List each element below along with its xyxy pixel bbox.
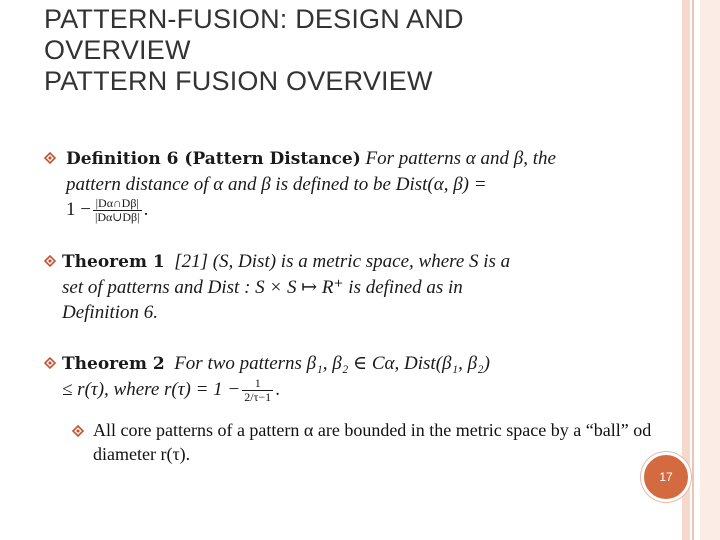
definition-6-text-3: 1 − — [66, 199, 91, 220]
decorative-border-line — [692, 0, 694, 540]
definition-6-line-1 — [66, 146, 566, 172]
theorem-2-text-1: For two patterns β₁, β₂ ∈ Cα, Dist(β₁, β₂) — [174, 353, 490, 374]
theorem-2-fraction-numerator: 1 — [242, 377, 273, 391]
theorem-2-text-2: ≤ r(τ), where r(τ) = 1 − — [62, 379, 241, 400]
page-number-badge: 17 — [641, 452, 691, 502]
theorem-2-fraction-denominator: 2/τ−1 — [244, 390, 272, 405]
definition-6-text-1: For patterns α and β, the — [365, 148, 556, 169]
diamond-bullet-icon — [72, 425, 84, 437]
definition-6-label: Definition 6 (Pattern Distance) — [66, 149, 361, 169]
theorem-2-line-1 — [62, 351, 582, 377]
diamond-bullet-icon — [44, 255, 56, 267]
theorem-1-text-2: set of patterns and Dist : S × S ↦ R⁺ is defined as in — [62, 277, 463, 298]
theorem-1-block — [62, 249, 582, 325]
theorem-2-block — [62, 351, 582, 404]
definition-6-text-end: . — [143, 199, 149, 220]
definition-6-text-2: pattern distance of α and β is defined to be Dist(α, β) = — [66, 174, 487, 195]
slide-title: PATTERN-FUSION: DESIGN AND OVERVIEW PATTERN FUSION OVERVIEW — [44, 4, 464, 96]
definition-6-line-2 — [66, 172, 566, 197]
theorem-1-text-3: Definition 6. — [62, 302, 159, 323]
definition-6-fraction-numerator: |Dα∩Dβ| — [93, 197, 142, 211]
theorem-2-label: Theorem 2 — [62, 354, 165, 374]
theorem-1-line-3 — [62, 300, 582, 325]
theorem-2-fraction — [242, 377, 273, 404]
sub-bullet-text: All core patterns of a pattern α are bounded in the metric space by a “ball” od diameter r(τ). — [93, 420, 652, 464]
theorem-1-label: Theorem 1 — [62, 252, 165, 272]
diamond-bullet-icon — [44, 357, 56, 369]
definition-6-fraction — [93, 197, 142, 224]
decorative-border-panel — [700, 0, 720, 540]
theorem-1-text-1: [21] (S, Dist) is a metric space, where S is a — [174, 251, 511, 272]
theorem-2-text-end: . — [275, 379, 280, 400]
theorem-1-line-1 — [62, 249, 582, 275]
theorem-1-line-2 — [62, 275, 582, 300]
theorem-2-line-2 — [62, 377, 582, 404]
definition-6-block — [66, 146, 566, 224]
diamond-bullet-icon — [44, 152, 56, 164]
definition-6-line-3 — [66, 197, 566, 224]
definition-6-fraction-denominator: |Dα∪Dβ| — [94, 210, 140, 225]
